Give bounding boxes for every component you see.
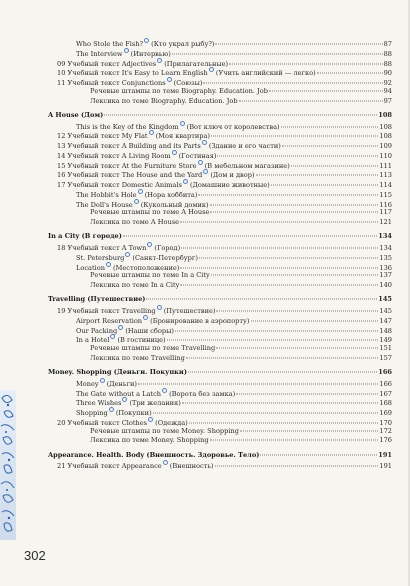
dot-leader	[167, 340, 379, 341]
toc-entry[interactable]	[48, 58, 392, 68]
dot-leader	[215, 466, 379, 467]
toc-entry-translation: (В гостинице)	[115, 336, 166, 345]
toc-entry-text: Shopping	[76, 409, 108, 417]
toc-entry[interactable]	[48, 77, 392, 87]
toc-entry-title	[90, 436, 209, 446]
toc-entry-title	[48, 368, 187, 378]
toc-entry-translation: (Моя квартира)	[153, 132, 210, 141]
toc-entry-translation: (Деньги)	[104, 379, 137, 388]
toc-page-number: 136	[379, 263, 392, 272]
dot-leader	[104, 114, 377, 115]
toc-entry-text: 14 Учебный текст A Living Room	[57, 151, 171, 160]
toc-entry[interactable]	[48, 271, 392, 281]
dot-leader	[189, 422, 379, 423]
toc-entry-text: 12 Учебный текст My Flat	[57, 132, 148, 141]
toc-entry[interactable]	[48, 334, 392, 344]
toc-entry-text: In a Hotel	[76, 336, 110, 345]
toc-entry-text: Речевые штампы по теме A House	[90, 208, 210, 217]
toc-entry-text: 13 Учебный текст A Building and its Parts	[57, 142, 201, 150]
dot-leader	[199, 257, 379, 258]
toc-page-number: 111	[379, 161, 392, 170]
dot-leader	[172, 53, 383, 54]
toc-page-number: 151	[379, 344, 392, 352]
toc-entry[interactable]	[48, 121, 392, 131]
dot-leader	[317, 73, 383, 74]
toc-entry-text: 10 Учебный текст It's Easy to Learn English	[57, 69, 208, 78]
toc-entry[interactable]	[48, 344, 392, 354]
toc-entry-text: 11 Учебный текст Conjunctions	[57, 79, 166, 87]
toc-page-number: 145	[378, 295, 392, 304]
toc-entry-text: Location	[76, 263, 105, 272]
toc-entry[interactable]	[48, 87, 392, 97]
toc-page-number: 166	[378, 368, 392, 376]
toc-entry-translation: (В мебельном магазине)	[202, 161, 290, 170]
toc-entry-text: Money	[76, 379, 99, 388]
toc-entry[interactable]	[48, 67, 392, 77]
toc-entry[interactable]	[48, 130, 392, 140]
toc-entry-translation: (Прилагательные)	[162, 59, 229, 68]
toc-entry-translation: (Наши сборы)	[123, 326, 174, 335]
toc-entry[interactable]	[48, 427, 392, 437]
toc-entry-title	[90, 218, 179, 228]
toc-page-number: 117	[379, 208, 392, 217]
toc-entry[interactable]	[48, 38, 392, 48]
toc-entry-translation: (Кто украл рыбу?)	[149, 40, 215, 48]
toc-entry[interactable]	[48, 436, 392, 446]
toc-entry-translation: (Бронирование в аэропорту)	[148, 316, 250, 325]
toc-entry[interactable]	[48, 208, 392, 218]
toc-page-number: 109	[379, 142, 392, 150]
dot-leader	[146, 299, 377, 300]
dot-leader	[138, 383, 378, 384]
toc-entry[interactable]	[48, 378, 392, 388]
toc-page-number: 88	[383, 59, 392, 68]
toc-entry-text: 21 Учебный текст Appearance	[57, 462, 162, 471]
toc-page-number: 176	[379, 436, 392, 445]
toc-entry[interactable]	[48, 252, 392, 262]
toc-entry-text: Airport Reservation	[76, 316, 143, 325]
dot-leader	[229, 63, 382, 64]
dot-leader	[215, 44, 382, 45]
dot-leader	[210, 204, 379, 205]
toc-page-number: 135	[379, 253, 392, 262]
toc-entry[interactable]	[48, 160, 392, 170]
toc-section-heading[interactable]	[48, 295, 392, 305]
toc-entry[interactable]	[48, 97, 392, 107]
dot-leader	[251, 320, 379, 321]
toc-entry[interactable]	[48, 169, 392, 179]
toc-page-number: 167	[379, 389, 392, 398]
page-number: 302	[24, 548, 46, 563]
toc-page-number: 166	[379, 379, 392, 388]
toc-entry[interactable]	[48, 315, 392, 325]
toc-page-number: 172	[379, 426, 392, 435]
dot-leader	[186, 357, 379, 358]
toc-page-number: 116	[379, 200, 392, 209]
toc-entry-translation: (Домашние животные)	[187, 181, 270, 189]
toc-entry-text: Three Wishes	[76, 399, 122, 408]
toc-entry-translation: (Путешествие)	[161, 307, 216, 315]
dot-leader	[188, 372, 377, 373]
toc-entry-translation: (Внешность)	[167, 462, 214, 471]
dot-leader	[153, 413, 379, 414]
toc-entry-translation: (Санкт-Петербург)	[130, 253, 198, 262]
toc-entry-translation: (Вот ключ от королевства)	[184, 122, 280, 131]
toc-page-number: 108	[378, 110, 392, 119]
toc-page-number: 147	[379, 316, 392, 325]
dot-leader	[281, 126, 379, 127]
toc-entry-title	[48, 451, 259, 461]
toc-entry-text: 18 Учебный текст A Town	[57, 244, 147, 252]
toc-page-number: 157	[379, 353, 392, 362]
toc-page-number: 108	[379, 122, 392, 131]
toc-entry[interactable]	[48, 325, 392, 335]
toc-entry-title	[90, 87, 268, 97]
toc-entry-text: Travelling (Путешествие)	[48, 295, 146, 304]
dot-leader	[291, 165, 379, 166]
toc-entry-title	[48, 232, 122, 242]
toc-page-number: 114	[379, 181, 392, 189]
toc-entry-title	[57, 460, 214, 472]
toc-section-heading[interactable]	[48, 232, 392, 242]
toc-page-number: 191	[379, 462, 392, 471]
toc-entry[interactable]	[48, 179, 392, 189]
ornament-pattern-icon	[0, 390, 16, 540]
toc-entry-text: Лексика по теме Travelling	[90, 353, 185, 362]
toc-entry-title	[90, 97, 238, 107]
toc-page-number: 110	[379, 151, 392, 160]
toc-entry-title	[90, 271, 210, 281]
dot-leader	[180, 267, 378, 268]
toc-entry-translation: (Интервью)	[128, 49, 171, 58]
toc-entry-text: 16 Учебный текст The House and the Yard	[57, 171, 203, 180]
toc-entry-text: Appearance. Health. Body (Внешность. Здоровье. Тело)	[48, 450, 260, 459]
dot-leader	[210, 440, 379, 441]
toc-entry-text: 09 Учебный текст Adjectives	[57, 59, 157, 68]
toc-page-number: 148	[379, 326, 392, 335]
toc-page-number: 108	[379, 132, 392, 141]
dot-leader	[211, 275, 379, 276]
toc-entry-translation: (Гостиная)	[176, 151, 217, 160]
toc-entry[interactable]	[48, 140, 392, 150]
dot-leader	[217, 155, 378, 156]
toc-entry-text: 20 Учебный текст Clothes	[57, 418, 148, 427]
toc-entry-title	[90, 281, 179, 291]
toc-entry-text: 17 Учебный текст Domestic Animals	[57, 181, 182, 189]
toc-section-heading[interactable]	[48, 451, 392, 461]
toc-entry-text: Лексика по теме A House	[90, 218, 180, 226]
toc-page-number: 121	[379, 218, 392, 226]
toc-entry[interactable]	[48, 354, 392, 364]
toc-page-number: 137	[379, 271, 392, 280]
toc-entry-text: A House (Дом)	[48, 110, 104, 119]
dot-leader	[239, 100, 383, 101]
toc-entry[interactable]	[48, 189, 392, 199]
toc-page-number: 97	[383, 96, 392, 105]
toc-entry[interactable]	[48, 460, 392, 470]
toc-entry-text: Money. Shopping (Деньги. Покупки)	[48, 368, 187, 376]
toc-entry-text: Речевые штампы по теме Money. Shopping	[90, 426, 239, 435]
toc-page-number: 145	[379, 307, 392, 315]
dot-leader	[211, 136, 378, 137]
toc-entry-text: The Doll's House	[76, 200, 133, 209]
toc-entry[interactable]	[48, 48, 392, 58]
toc-entry-translation: (Учить английский — легко)	[213, 69, 316, 78]
dot-leader	[198, 194, 378, 195]
toc-entry-text: In a City (В городе)	[48, 232, 122, 241]
toc-page-number: 113	[379, 171, 392, 180]
toc-entry[interactable]	[48, 407, 392, 417]
toc-entry[interactable]	[48, 281, 392, 291]
toc-entry[interactable]	[48, 150, 392, 160]
dot-leader	[236, 393, 378, 394]
toc-entry-title	[90, 208, 209, 218]
toc-page-number: 92	[383, 79, 392, 87]
toc-page-number: 87	[383, 40, 392, 48]
toc-entry[interactable]	[48, 397, 392, 407]
toc-entry[interactable]	[48, 305, 392, 315]
toc-section-heading[interactable]	[48, 111, 392, 121]
dot-leader	[269, 90, 383, 91]
dot-leader	[216, 348, 378, 349]
toc-entry[interactable]	[48, 242, 392, 252]
dot-leader	[203, 83, 382, 84]
dot-leader	[181, 248, 378, 249]
toc-entry-title	[90, 354, 185, 364]
toc-page-number: 168	[379, 399, 392, 408]
toc-entry-translation: (Здание и его части)	[206, 142, 281, 150]
dot-leader	[240, 430, 378, 431]
toc-entry-text: The Interview	[76, 49, 123, 58]
toc-entry-text: Лексика по теме Biography. Education. Job	[90, 96, 238, 105]
toc-entry-translation: (Одежда)	[153, 418, 188, 427]
toc-entry-text: 19 Учебный текст Travelling	[57, 307, 156, 315]
dot-leader	[182, 403, 379, 404]
toc-entry-translation: (Покупки)	[113, 409, 152, 417]
dot-leader	[256, 175, 379, 176]
toc-entry[interactable]	[48, 388, 392, 398]
toc-page-number: 115	[379, 190, 392, 199]
toc-entry-text: This is the Key of the Kingdom	[76, 122, 179, 131]
toc-entry-translation: (Кукольный домик)	[138, 200, 209, 209]
toc-page-number: 191	[378, 450, 392, 459]
toc-entry-text: 15 Учебный текст At the Furniture Store	[57, 161, 197, 170]
toc-entry-title	[48, 295, 145, 305]
toc-entry-text: St. Petersburg	[76, 253, 125, 262]
toc-entry[interactable]	[48, 417, 392, 427]
toc-entry-text: Речевые штампы по теме In a City	[90, 271, 210, 280]
toc-entry-translation: (Местоположение)	[110, 263, 180, 272]
toc-entry-text: The Hobbit's Hole	[76, 190, 137, 199]
dot-leader	[282, 146, 379, 147]
toc-entry-translation: (Дом и двор)	[208, 171, 255, 180]
toc-page-number: 90	[383, 69, 392, 78]
toc-entry-text: Речевые штампы по теме Travelling	[90, 344, 216, 352]
toc-page-number: 140	[379, 281, 392, 289]
toc-entry-text: Our Packing	[76, 326, 118, 335]
toc-page-number: 169	[379, 409, 392, 417]
dot-leader	[123, 236, 377, 237]
toc-entry[interactable]	[48, 199, 392, 209]
dot-leader	[180, 222, 378, 223]
toc-entry-title	[90, 427, 239, 437]
toc-entry[interactable]	[48, 218, 392, 228]
toc-entry-title	[90, 344, 215, 354]
toc-entry-translation: (Город)	[152, 244, 181, 252]
toc-page-number: 88	[383, 49, 392, 58]
decorative-ornament	[0, 390, 16, 540]
toc-entry-text: Лексика по теме Money. Shopping	[90, 436, 209, 445]
toc-entry[interactable]	[48, 262, 392, 272]
toc-entry-text: The Gate without a Latch	[76, 389, 162, 398]
toc-entry-text: Лексика по теме In a City	[90, 281, 180, 289]
toc-page-number: 170	[379, 418, 392, 427]
toc-page-number: 149	[379, 336, 392, 345]
dot-leader	[260, 454, 377, 455]
toc-entry-text: Речевые штампы по теме Biography. Education. Job	[90, 86, 268, 95]
table-of-contents	[48, 38, 392, 470]
dot-leader	[210, 212, 378, 213]
toc-page-number: 134	[378, 232, 392, 241]
dot-leader	[180, 285, 378, 286]
toc-page-number: 94	[383, 86, 392, 95]
dot-leader	[271, 185, 379, 186]
dot-leader	[216, 311, 378, 312]
toc-page-number: 134	[379, 244, 392, 252]
dot-leader	[175, 330, 379, 331]
toc-entry-translation: (Три желания)	[127, 399, 181, 408]
toc-entry-title	[48, 111, 103, 121]
toc-entry-translation: (Союзы)	[171, 79, 203, 87]
toc-entry-translation: (Ворота без замка)	[167, 389, 236, 398]
toc-entry-translation: (Нора хоббита)	[142, 190, 198, 199]
toc-entry-text: Who Stole the Fish?	[76, 40, 144, 48]
toc-section-heading[interactable]	[48, 368, 392, 378]
